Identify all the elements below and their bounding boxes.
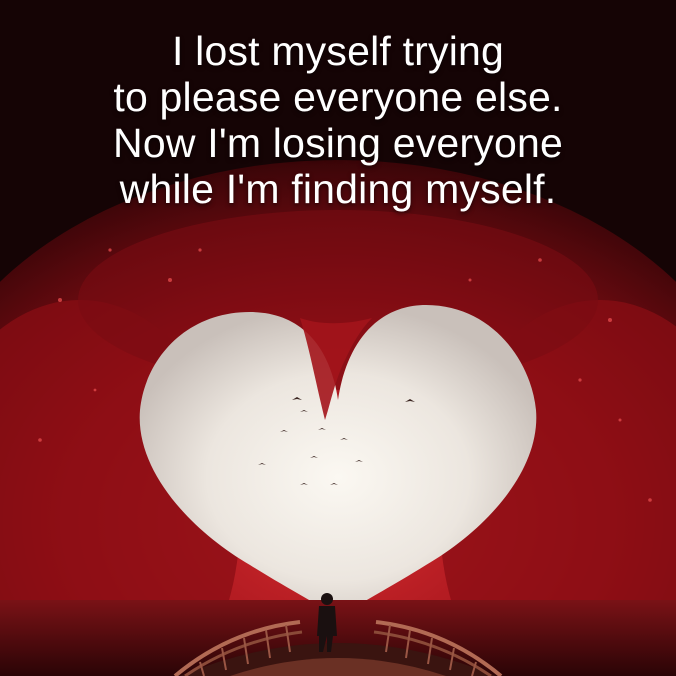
quote-line-3: Now I'm losing everyone [113, 120, 563, 166]
quote-line-4: while I'm finding myself. [119, 166, 557, 212]
quote-text [0, 28, 676, 212]
quote-line-1: I lost myself trying [171, 28, 505, 74]
quote-line-2: to please everyone else. [113, 74, 563, 120]
